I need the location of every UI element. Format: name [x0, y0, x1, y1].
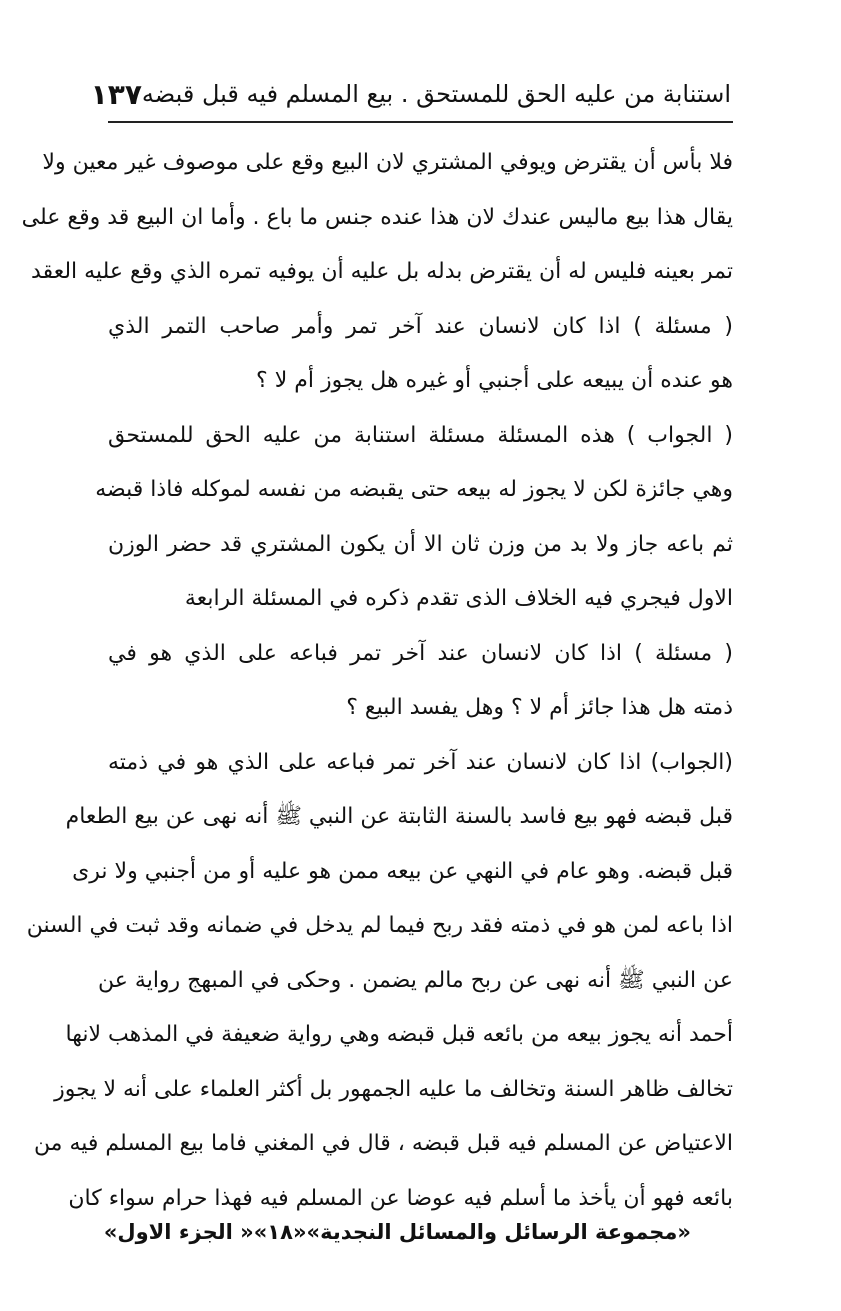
text-line: قبل قبضه. وهو عام في النهي عن بيعه ممن هو عليه أو من أجنبي ولا نرى [72, 858, 733, 884]
text-line: ( الجواب ) هذه المسئلة مسئلة استنابة من عليه الحق للمستحق [108, 422, 733, 448]
text-line: تخالف ظاهر السنة وتخالف ما عليه الجمهور بل أكثر العلماء على أنه لا يجوز [54, 1076, 733, 1102]
text-line: بائعه فهو أن يأخذ ما أسلم فيه عوضا عن المسلم فيه فهذا حرام سواء كان [68, 1185, 733, 1211]
text-line: عن النبي ﷺ أنه نهى عن ربح مالم يضمن . وحكى في المبهج رواية عن [98, 967, 733, 993]
text-line: وهي جائزة لكن لا يجوز له بيعه حتى يقبضه من نفسه لموكله فاذا قبضه [95, 477, 733, 502]
text-line: الاول فيجري فيه الخلاف الذى تقدم ذكره في المسئلة الرابعة [184, 586, 733, 611]
footer-part: « الجزء الاول» [103, 1220, 254, 1244]
text-line: ذمته هل هذا جائز أم لا ؟ وهل يفسد البيع ؟ [346, 695, 733, 720]
text-line: فلا بأس أن يقترض ويوفي المشتري لان البيع وقع على موصوف غير معين ولا [42, 150, 733, 175]
page-footer [103, 1212, 691, 1252]
running-title: استنابة من عليه الحق للمستحق . بيع المسلم فيه قبل قبضه [141, 80, 731, 108]
text-line: ( مسئلة ) اذا كان لانسان عند آخر تمر فباعه على الذي هو في [108, 640, 733, 666]
text-line: أحمد أنه يجوز بيعه من بائعه قبل قبضه وهي رواية ضعيفة في المذهب لانها [65, 1022, 733, 1047]
text-line: قبل قبضه فهو بيع فاسد بالسنة الثابتة عن النبي ﷺ أنه نهى عن بيع الطعام [65, 804, 733, 829]
page-number: ١٣٧ [90, 77, 142, 111]
footer-page-number: «١٨» [253, 1220, 307, 1244]
text-line: ثم باعه جاز ولا بد من وزن ثان الا أن يكون المشتري قد حضر الوزن [108, 531, 733, 557]
header-rule [108, 121, 733, 123]
text-line: الاعتياض عن المسلم فيه قبل قبضه ، قال في المغني فاما بيع المسلم فيه من [33, 1131, 733, 1156]
text-line: (الجواب) اذا كان لانسان عند آخر تمر فباعه على الذي هو في ذمته [108, 749, 733, 775]
text-line: تمر بعينه فليس له أن يقترض بدله بل عليه أن يوفيه تمره الذي وقع عليه العقد [31, 259, 733, 284]
text-line: اذا باعه لمن هو في ذمته فقد ربح فيما لم يدخل في ضمانه وقد ثبت في السنن [26, 913, 733, 938]
text-line: يقال هذا بيع ماليس عندك لان هذا عنده جنس ما باع . وأما ان البيع قد وقع على [21, 204, 733, 230]
body-text [21, 136, 733, 1226]
footer-collection-title: «مجموعة الرسائل والمسائل النجدية» [306, 1220, 691, 1244]
text-line: هو عنده أن يبيعه على أجنبي أو غيره هل يجوز أم لا ؟ [256, 368, 733, 393]
page-header [90, 72, 731, 116]
text-line: ( مسئلة ) اذا كان لانسان عند آخر تمر وأمر صاحب التمر الذي [108, 313, 733, 339]
